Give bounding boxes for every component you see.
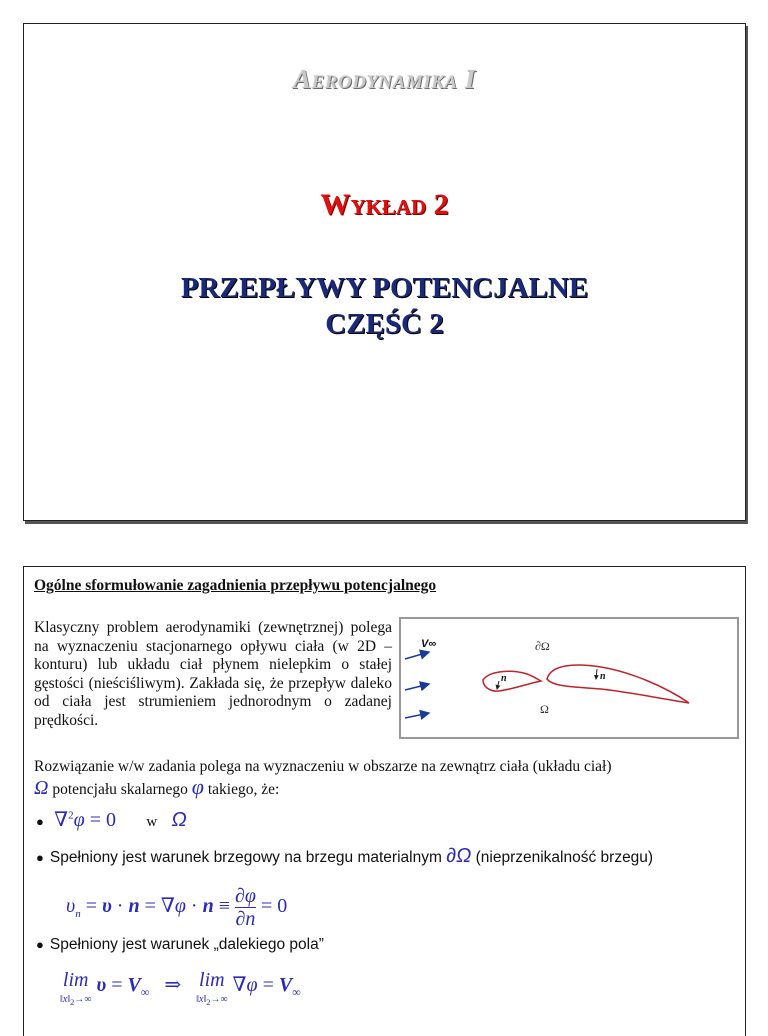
freestream-arrow xyxy=(405,713,429,718)
normal-vector-arrow xyxy=(497,681,499,689)
omega-symbol: Ω xyxy=(171,809,187,831)
lecture-title xyxy=(24,270,745,342)
far-field-condition: ● Spełniony jest warunek „dalekiego pola” xyxy=(36,936,324,953)
course-title: Aerodynamika I xyxy=(293,64,476,94)
boundary-symbol: ∂Ω xyxy=(446,845,472,867)
solution-paragraph xyxy=(34,757,739,800)
normal-label: n xyxy=(501,673,507,684)
in-word: w xyxy=(146,814,158,830)
freestream-arrow xyxy=(405,684,429,690)
laplace-condition: ● ∇$^2$φ = 0 w Ω xyxy=(36,809,187,831)
boundary-text-b: (nieprzenikalność brzegu) xyxy=(475,849,654,866)
domain-label: Ω xyxy=(540,702,549,716)
boundary-text-a: Spełniony jest warunek brzegowy na brzegu materialnym xyxy=(49,849,442,866)
airfoil-figure xyxy=(399,617,739,739)
lecture-number: Wykład 2 xyxy=(320,188,449,221)
content-slide xyxy=(23,566,746,1036)
solution-text-a: Rozwiązanie w/w zadania polega na wyznaczeniu w obszarze na zewnątrz ciała (układu ciał) xyxy=(34,758,612,775)
main-airfoil xyxy=(547,665,689,703)
slide-heading: Ogólne sformułowanie zagadnienia przepływu potencjalnego xyxy=(34,577,437,594)
small-airfoil xyxy=(483,671,541,691)
boundary-condition: ● Spełniony jest warunek brzegowy na brzegu materialnym ∂Ω (nieprzenikalność brzegu) xyxy=(36,845,654,867)
lecture-title-line1: PRZEPŁYWY POTENCJALNE xyxy=(180,272,589,304)
solution-text-c: takiego, że: xyxy=(207,781,280,798)
boundary-equation: $\upsilon_n = \upsilon \cdot n = \nabla\varphi \cdot n$ ≡ $\frac{\partial\varphi}{\partial n}$ = 0 xyxy=(66,885,288,930)
freestream-velocity-label: V∞ xyxy=(421,638,437,650)
title-slide xyxy=(23,23,746,521)
solution-text-b: potencjału skalarnego xyxy=(52,781,188,798)
airfoil-diagram xyxy=(401,619,737,737)
omega-symbol: Ω xyxy=(34,777,49,799)
boundary-label: ∂Ω xyxy=(535,639,550,653)
far-field-equation: lim $‖x‖_2\to\infty$ $\upsilon = V_\infty$ ⇒ lim $‖x‖_2\to\infty$ $\nabla\varphi = V_\infty$ xyxy=(60,969,301,1007)
lecture-title-line2: CZĘŚĆ 2 xyxy=(325,308,444,340)
normal-label: n xyxy=(600,671,606,682)
intro-paragraph: Klasyczny problem aerodynamiki (zewnętrznej) polega na wyznaczeniu stacjonarnego opływu ciała (w 2D – konturu) lub układu ciał płynem nielepkim o stałej gęstości (nieściśliwym). Zakłada się, że przepływ daleko od ciała jest strumieniem jednorodnym o zadanej prędkości. xyxy=(34,619,392,729)
normal-vector-arrow xyxy=(596,669,597,679)
phi-symbol: φ xyxy=(191,774,204,799)
freestream-arrow xyxy=(405,652,429,659)
